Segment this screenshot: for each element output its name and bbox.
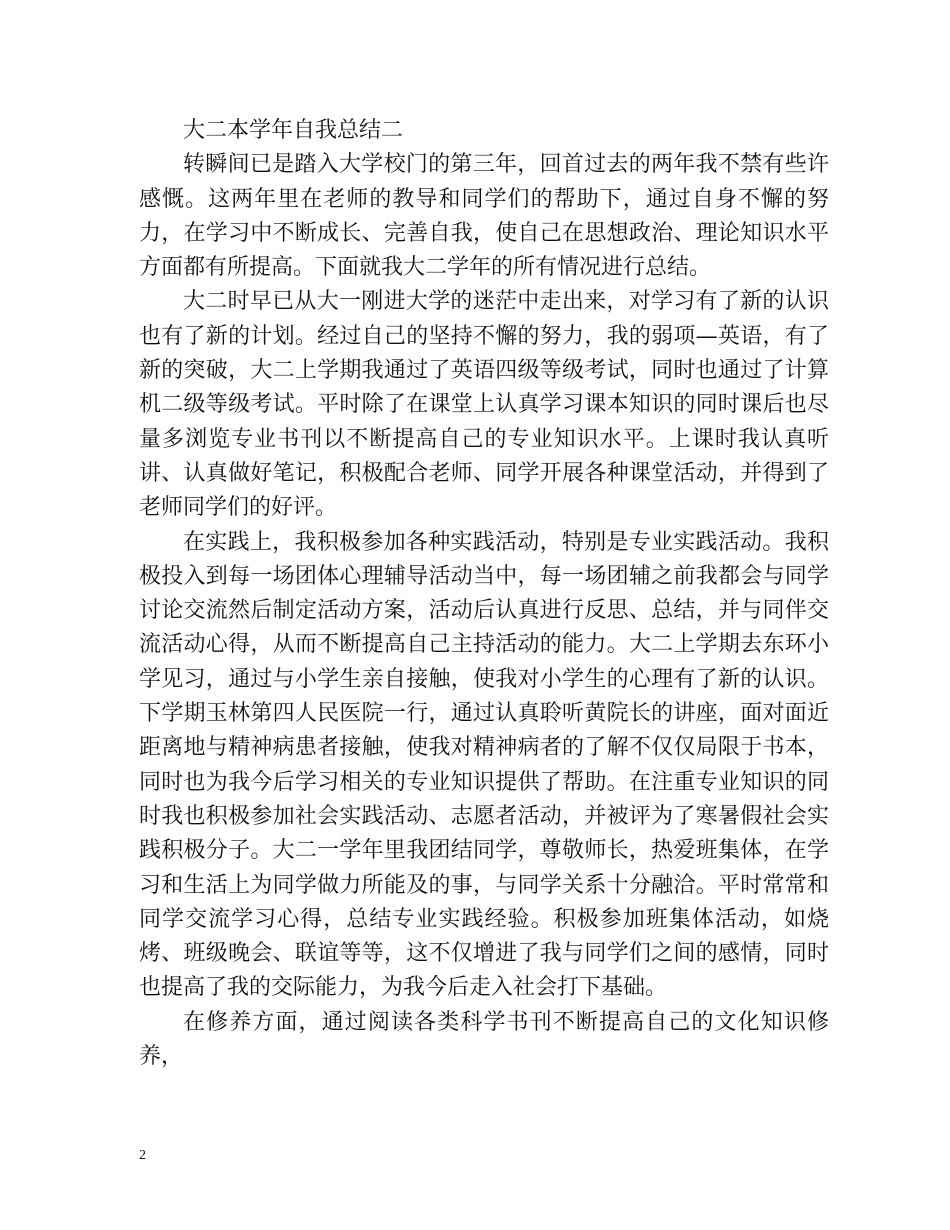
document-body bbox=[139, 114, 829, 1074]
page-number: 2 bbox=[139, 1148, 146, 1163]
paragraph-cultivation: 在修养方面，通过阅读各类科学书刊不断提高自己的文化知识修养， bbox=[139, 1009, 829, 1070]
paragraph-intro: 转瞬间已是踏入大学校门的第三年，回首过去的两年我不禁有些许感慨。这两年里在老师的教导和同学们的帮助下，通过自身不懈的努力，在学习中不断成长、完善自我，使自己在思想政治、理论知识水平方面都有所提高。下面就我大二学年的所有情况进行总结。 bbox=[139, 152, 829, 281]
paragraph-practice: 在实践上，我积极参加各种实践活动，特别是专业实践活动。我积极投入到每一场团体心理辅导活动当中，每一场团辅之前我都会与同学讨论交流然后制定活动方案，活动后认真进行反思、总结，并与同伴交流活动心得，从而不断提高自己主持活动的能力。大二上学期去东环小学见习，通过与小学生亲自接触，使我对小学生的心理有了新的认识。下学期玉林第四人民医院一行，通过认真聆听黄院长的讲座，面对面近距离地与精神病患者接触，使我对精神病者的了解不仅仅局限于书本，同时也为我今后学习相关的专业知识提供了帮助。在注重专业知识的同时我也积极参加社会实践活动、志愿者活动，并被评为了寒暑假社会实践积极分子。大二一学年里我团结同学，尊敬师长，热爱班集体，在学习和生活上为同学做力所能及的事，与同学关系十分融洽。平时常常和同学交流学习心得，总结专业实践经验。积极参加班集体活动，如烧烤、班级晚会、联谊等等，这不仅增进了我与同学们之间的感情，同时也提高了我的交际能力，为我今后走入社会打下基础。 bbox=[139, 529, 829, 1001]
document-title: 大二本学年自我总结二 bbox=[183, 118, 404, 143]
paragraph-study: 大二时早已从大一刚进大学的迷茫中走出来，对学习有了新的认识也有了新的计划。经过自己的坚持不懈的努力，我的弱项—英语，有了新的突破，大二上学期我通过了英语四级等级考试，同时也通过了计算机二级等级考试。平时除了在课堂上认真学习课本知识的同时课后也尽量多浏览专业书刊以不断提高自己的专业知识水平。上课时我认真听讲、认真做好笔记，积极配合老师、同学开展各种课堂活动，并得到了老师同学们的好评。 bbox=[139, 289, 829, 521]
